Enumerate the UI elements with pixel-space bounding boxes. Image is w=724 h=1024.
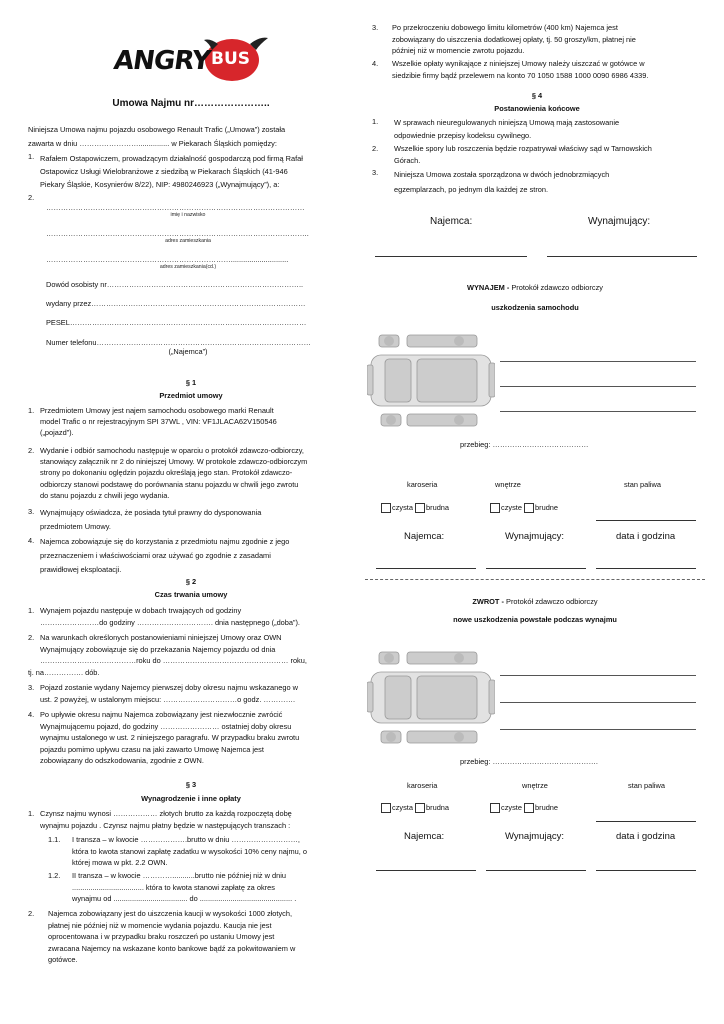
return-damage-line-2[interactable] — [500, 702, 696, 703]
section-3-list — [28, 808, 354, 968]
list-item: 4. Najemca zobowiązuje się do korzystania z przedmiotu najmu zgodnie z jego przeznaczeniem i właściwościami oraz używać go zgodnie z zasadami prawidłowej eksploatacji. — [28, 536, 290, 574]
signature-line-najemca[interactable] — [375, 256, 527, 257]
list-item: 3. Niniejsza Umowa została sporządzona w dwóch jednobrzmiących egzemplarzach, po jednym dla każdej ze stron. — [372, 168, 610, 194]
party-1-text: Rafałem Ostapowiczem, prowadzącym działalność gospodarczą pod firmą Rafał Ostapowicz Usługi Wielobranżowe z siedzibą w Piekarach Śląskich (41-946 Piekary Śląskie, Kosynierów 8/22), NIP: 4980246923 („Wynajmujący”), a: — [40, 154, 303, 189]
section-1-number: § 1 — [185, 378, 197, 387]
party-1-number: 1. — [28, 152, 35, 161]
section-1-title: Przedmiot umowy — [159, 391, 223, 400]
najemca-label: („Najemca”) — [168, 347, 208, 356]
list-item: 4. Po upływie okresu najmu Najemca zobowiązany jest niezwłocznie zwrócić Wynajmującemu pojazd, do godziny …………………… ostatniej doby okresu wynajmu ustalonego w ust. 2 niniejszego paragrafu. W przypadku braku zwrotu pojazdu pomimo upływu czasu na jaki zawarto Umowę Najemca jest zobowiązany do odszkodowania, zgodnie z OWN. — [28, 710, 300, 765]
brudna-checkbox[interactable] — [415, 503, 425, 513]
party-2-number: 2. — [28, 193, 35, 202]
list-item: 2. Najemca zobowiązany jest do uiszczenia kaucji w wysokości 1000 złotych, płatnej nie później niż w momencie wydania pojazdu. Kaucja nie jest oprocentowana i w przypadku braku roszczeń po ustaniu Umowy jest zwracana Najemcy na wskazane konto bankowe bądź za pokwitowaniem w gotówce. — [28, 909, 296, 965]
wynajem-sign-najemca[interactable] — [376, 568, 476, 569]
wynajem-najemca-label: Najemca: — [404, 531, 445, 542]
address-field[interactable]: …………………………………………………………………………………………….. — [46, 229, 309, 238]
fuel-line[interactable] — [596, 520, 696, 521]
karoseria-options: czysta brudna — [381, 503, 449, 513]
list-item: 4. Wszelkie opłaty wynikające z niniejszej Umowy należy uiszczać w gotówce w siedzibie firmy bądź przelewem na konto 70 1050 1588 1000 0090 6986 4339. — [372, 59, 649, 80]
logo-text-bus: BUS — [211, 49, 251, 69]
return-damage-line-3[interactable] — [500, 729, 696, 730]
return-czyste-checkbox[interactable] — [490, 803, 500, 813]
list-item: 2. Na warunkach określonych postanowieniami niniejszej Umowy oraz OWN Wynajmujący zobowiązuje się do przekazania Najemcy pojazdu od dnia …………………………………roku do …………………………………………… roku, tj. na……………. dób. — [28, 633, 307, 677]
karoseria-label: karoseria — [407, 480, 438, 489]
czysta-checkbox[interactable] — [381, 503, 391, 513]
wynajem-sign-date[interactable] — [596, 568, 696, 569]
contract-title: Umowa Najmu nr………………….. — [112, 98, 270, 109]
wnetrze-options: czyste brudne — [490, 503, 558, 513]
return-damage-line-1[interactable] — [500, 675, 696, 676]
list-item: 2. Wydanie i odbiór samochodu następuje w oparciu o protokół zdawczo-odbiorczy, stanowiący załącznik nr 2 do niniejszej Umowy. W protokole zdawczo-odbiorczym strony po dokonaniu oględzin pojazdu określają jego stan. Protokół zdawczo- odbiorczy stanowi podstawę do porównania stanu pojazdu w chwili jego zwrotu do stanu pojazdu z chwili jego wydania. — [28, 446, 308, 500]
id-field[interactable]: Dowód osobisty nr…………………………………………………………………….. — [46, 280, 304, 289]
wynajem-wynajmujacy-label: Wynajmujący: — [505, 531, 565, 542]
list-item: 1. Czynsz najmu wynosi ……………… złotych brutto za każdą rozpoczętą dobę wynajmu pojazdu . Czynsz najmu płatny będzie w następujących transzach : — [28, 809, 292, 830]
section-4-list — [372, 116, 696, 197]
list-item: 1.1. I transza – w kwocie ……………….brutto w dniu ………………………, która to kwota stanowi zapłatę zadatku w wysokości 10% ceny najmu, o której mowa w pkt. 2.2 OWN. — [48, 835, 307, 868]
wynajem-date-label: data i godzina — [616, 531, 676, 542]
wnetrze-label: wnętrze — [495, 480, 521, 489]
intro-line-2: zawarta w dniu ……………………............... w Piekarach Śląskich pomiędzy: — [28, 139, 277, 148]
section-2-title: Czas trwania umowy — [154, 590, 228, 599]
signature-line-wynajmujacy[interactable] — [547, 256, 697, 257]
wynajem-subtitle: uszkodzenia samochodu — [491, 303, 579, 312]
list-item: 3. Wynajmujący oświadcza, że posiada tytuł prawny do dysponowania przedmiotem Umowy. — [28, 507, 262, 531]
signature-wynajmujacy-label: Wynajmujący: — [588, 216, 651, 227]
zwrot-date-label: data i godzina — [616, 831, 676, 842]
issuer-field[interactable]: wydany przez…………………………………………………………………………… — [46, 299, 306, 308]
section-4-title: Postanowienia końcowe — [494, 104, 580, 113]
return-brudne-checkbox[interactable] — [524, 803, 534, 813]
list-item: 2. Wszelkie spory lub roszczenia będzie rozpatrywał właściwy sąd w Tarnowskich Górach. — [372, 144, 652, 165]
czyste-checkbox[interactable] — [490, 503, 500, 513]
zwrot-sign-date[interactable] — [596, 870, 696, 871]
brudne-checkbox[interactable] — [524, 503, 534, 513]
address-cont-caption: adres zamieszkania(cd.) — [159, 264, 217, 270]
list-item: 1. Wynajem pojazdu następuje w dobach trwających od godziny ……………………do godziny …………………………. dnia następnego („doba”). — [28, 606, 300, 627]
section-3-number: § 3 — [185, 780, 197, 789]
zwrot-sign-wynajmujacy[interactable] — [486, 870, 586, 871]
zwrot-sign-najemca[interactable] — [376, 870, 476, 871]
section-divider — [365, 579, 705, 580]
return-wnetrze-options: czyste brudne — [490, 803, 558, 813]
list-item: 3. Pojazd zostanie wydany Najemcy pierwszej doby okresu najmu wskazanego w ust. 2 powyżej, w ustalonym miejscu: …………………………o godz. …………. — [28, 683, 298, 704]
phone-field[interactable]: Numer telefonu…………………………………………………………………………… — [46, 338, 311, 347]
list-item: 3. Po przekroczeniu dobowego limitu kilometrów (400 km) Najemca jest zobowiązany do uiszczenia dodatkowej opłaty, tj. 50 groszy/km, płatnej nie później niż w momencie zwrotu pojazdu. — [372, 23, 636, 56]
pesel-field[interactable]: PESEL…………………………………………………………………………………… — [46, 318, 307, 327]
list-item: 1. Przedmiotem Umowy jest najem samochodu osobowego marki Renault model Trafic o nr rejestracyjnym SPI 37WL , VIN: VF1JLACA62V150546 („pojazd”). — [28, 406, 277, 438]
return-czysta-checkbox[interactable] — [381, 803, 391, 813]
list-item: 1. W sprawach nieuregulowanych niniejszą Umową mają zastosowanie odpowiednie przepisy kodeksu cywilnego. — [372, 117, 620, 140]
zwrot-title: ZWROT - Protokół zdawczo odbiorczy — [472, 597, 598, 606]
fuel-label: stan paliwa — [624, 480, 661, 489]
fees-list — [372, 22, 696, 84]
name-field[interactable]: …………………………………………………………………………………………… — [46, 203, 305, 212]
return-wnetrze-label: wnętrze — [522, 781, 548, 790]
section-4-number: § 4 — [531, 91, 543, 100]
signature-najemca-label: Najemca: — [430, 216, 473, 227]
zwrot-najemca-label: Najemca: — [404, 831, 445, 842]
damage-line-1[interactable] — [500, 361, 696, 362]
logo-text-angry: ANGRY — [111, 46, 212, 76]
zwrot-subtitle: nowe uszkodzenia powstałe podczas wynajmu — [453, 615, 617, 624]
list-item: 1.2. II transza – w kwocie …………...........brutto nie później niż w dniu ................................... która to kwota stanowi zapłatę za okres wynajmu od .................................... do ............................................. . — [48, 871, 297, 904]
return-brudna-checkbox[interactable] — [415, 803, 425, 813]
section-2-number: § 2 — [185, 577, 197, 586]
damage-line-3[interactable] — [500, 411, 696, 412]
section-2-list — [28, 605, 354, 769]
car-diagram-icon — [367, 333, 495, 428]
return-karoseria-options: czysta brudna — [381, 803, 449, 813]
address-cont-field[interactable]: …………………………………………………………………............................ — [46, 255, 289, 264]
return-fuel-line[interactable] — [596, 821, 696, 822]
mileage-field[interactable]: przebieg: ………………………………… — [460, 440, 589, 449]
return-fuel-label: stan paliwa — [628, 781, 665, 790]
damage-line-2[interactable] — [500, 386, 696, 387]
return-karoseria-label: karoseria — [407, 781, 438, 790]
name-caption: imię i nazwisko — [170, 212, 206, 218]
zwrot-wynajmujacy-label: Wynajmujący: — [505, 831, 565, 842]
section-1-list — [28, 405, 354, 575]
section-3-title: Wynagrodzenie i inne opłaty — [141, 794, 241, 803]
address-caption: adres zamieszkania — [165, 238, 211, 244]
car-diagram-return-icon — [367, 650, 495, 745]
wynajem-title: WYNAJEM - Protokół zdawczo odbiorczy — [467, 283, 603, 292]
logo — [110, 30, 280, 90]
intro-line-1: Niniejsza Umowa najmu pojazdu osobowego Renault Trafic („Umowa”) została — [28, 125, 286, 134]
return-mileage-field[interactable]: przebieg: ……………………………………. — [460, 757, 598, 766]
wynajem-sign-wynajmujacy[interactable] — [486, 568, 586, 569]
